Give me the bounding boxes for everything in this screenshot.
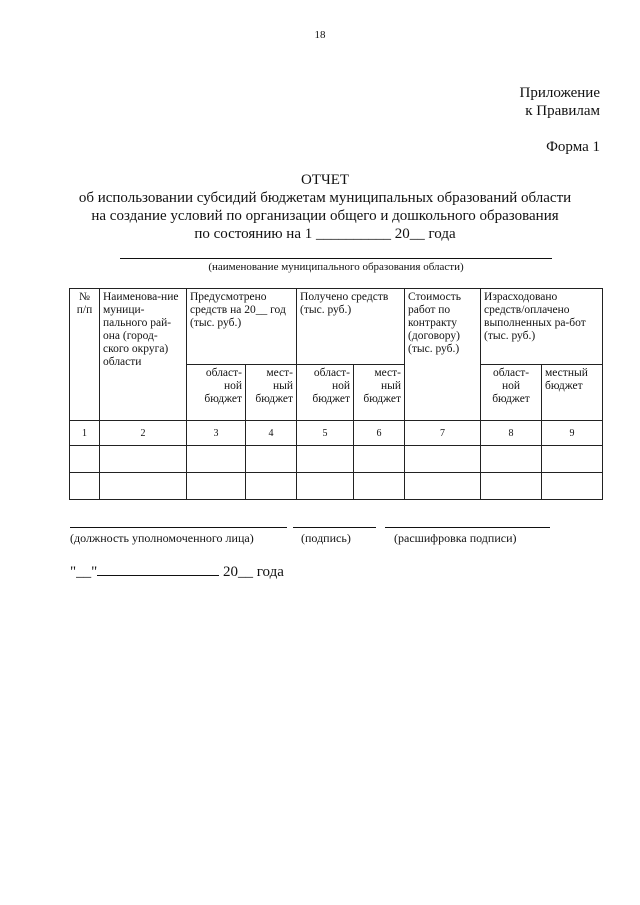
table-row [70, 446, 603, 473]
appendix-label [519, 84, 600, 120]
table-cell[interactable] [354, 446, 405, 473]
signature-caption: (подпись) [301, 531, 351, 545]
column-number-row [70, 421, 603, 446]
header-num: № п/п [70, 289, 100, 421]
quote-close: " [91, 564, 98, 580]
sub-received-local: мест-ный бюджет [354, 365, 405, 421]
date-prefix: по состоянию на 1 [194, 226, 313, 242]
decoding-line [385, 527, 550, 528]
report-date-line [30, 225, 620, 243]
col-number: 7 [405, 421, 481, 446]
quote-open: " [70, 564, 77, 580]
date-blank: __________ [316, 226, 391, 242]
appendix-line-1: Приложение [519, 85, 600, 101]
report-subtitle-2: на создание условий по организации общего и дошкольного образования [91, 208, 559, 224]
table-cell[interactable] [354, 473, 405, 500]
col-number: 8 [481, 421, 542, 446]
table-cell[interactable] [297, 473, 354, 500]
day-blank: __ [76, 564, 92, 580]
col-number: 9 [542, 421, 603, 446]
table-cell[interactable] [405, 446, 481, 473]
header-cost: Стоимость работ по контракту (договору) (тыс. руб.) [405, 289, 481, 421]
sub-spent-local: местный бюджет [542, 365, 603, 421]
table-cell[interactable] [70, 473, 100, 500]
table-cell[interactable] [542, 473, 603, 500]
sub-planned-local: мест-ный бюджет [246, 365, 297, 421]
table-header-row [70, 289, 603, 365]
header-received: Получено средств (тыс. руб.) [297, 289, 405, 365]
sub-planned-regional: област-ной бюджет [187, 365, 246, 421]
header-name: Наименова-ние муници-пального рай-она (город-ского округа) области [100, 289, 187, 421]
report-title: ОТЧЕТ [300, 172, 350, 188]
col-number: 6 [354, 421, 405, 446]
col-number: 4 [246, 421, 297, 446]
month-blank [97, 561, 219, 576]
table-cell[interactable] [70, 446, 100, 473]
header-spent: Израсходовано средств/оплачено выполненных ра-бот (тыс. руб.) [481, 289, 603, 365]
col-number: 3 [187, 421, 246, 446]
signing-date-line [70, 561, 284, 581]
year-suffix: года [256, 564, 284, 580]
date-suffix: года [428, 226, 456, 242]
table-cell[interactable] [100, 446, 187, 473]
table-cell[interactable] [187, 473, 246, 500]
form-label: Форма 1 [546, 139, 600, 155]
year-field: 20__ [223, 564, 253, 580]
table-cell[interactable] [100, 473, 187, 500]
signature-line [293, 527, 376, 528]
sub-spent-regional: област-ной бюджет [481, 365, 542, 421]
appendix-line-2: к Правилам [525, 103, 600, 119]
table-cell[interactable] [542, 446, 603, 473]
col-number: 1 [70, 421, 100, 446]
region-name-caption: (наименование муниципального образования области) [208, 261, 464, 273]
table-cell[interactable] [246, 473, 297, 500]
table-cell[interactable] [297, 446, 354, 473]
header-planned: Предусмотрено средств на 20__ год (тыс. руб.) [187, 289, 297, 365]
position-line [70, 527, 287, 528]
col-number: 2 [100, 421, 187, 446]
table-cell[interactable] [481, 473, 542, 500]
table-cell[interactable] [481, 446, 542, 473]
report-subtitle-1: об использовании субсидий бюджетам муниципальных образований области [78, 190, 572, 206]
decoding-caption: (расшифровка подписи) [394, 531, 517, 545]
position-caption: (должность уполномоченного лица) [70, 531, 254, 545]
date-year: 20__ [394, 226, 425, 242]
sub-received-regional: област-ной бюджет [297, 365, 354, 421]
table-row [70, 473, 603, 500]
report-heading [30, 171, 620, 243]
page-number: 18 [314, 29, 326, 41]
table-cell[interactable] [187, 446, 246, 473]
region-name-line [120, 258, 552, 259]
table-cell[interactable] [246, 446, 297, 473]
col-number: 5 [297, 421, 354, 446]
report-table [69, 288, 603, 500]
table-cell[interactable] [405, 473, 481, 500]
